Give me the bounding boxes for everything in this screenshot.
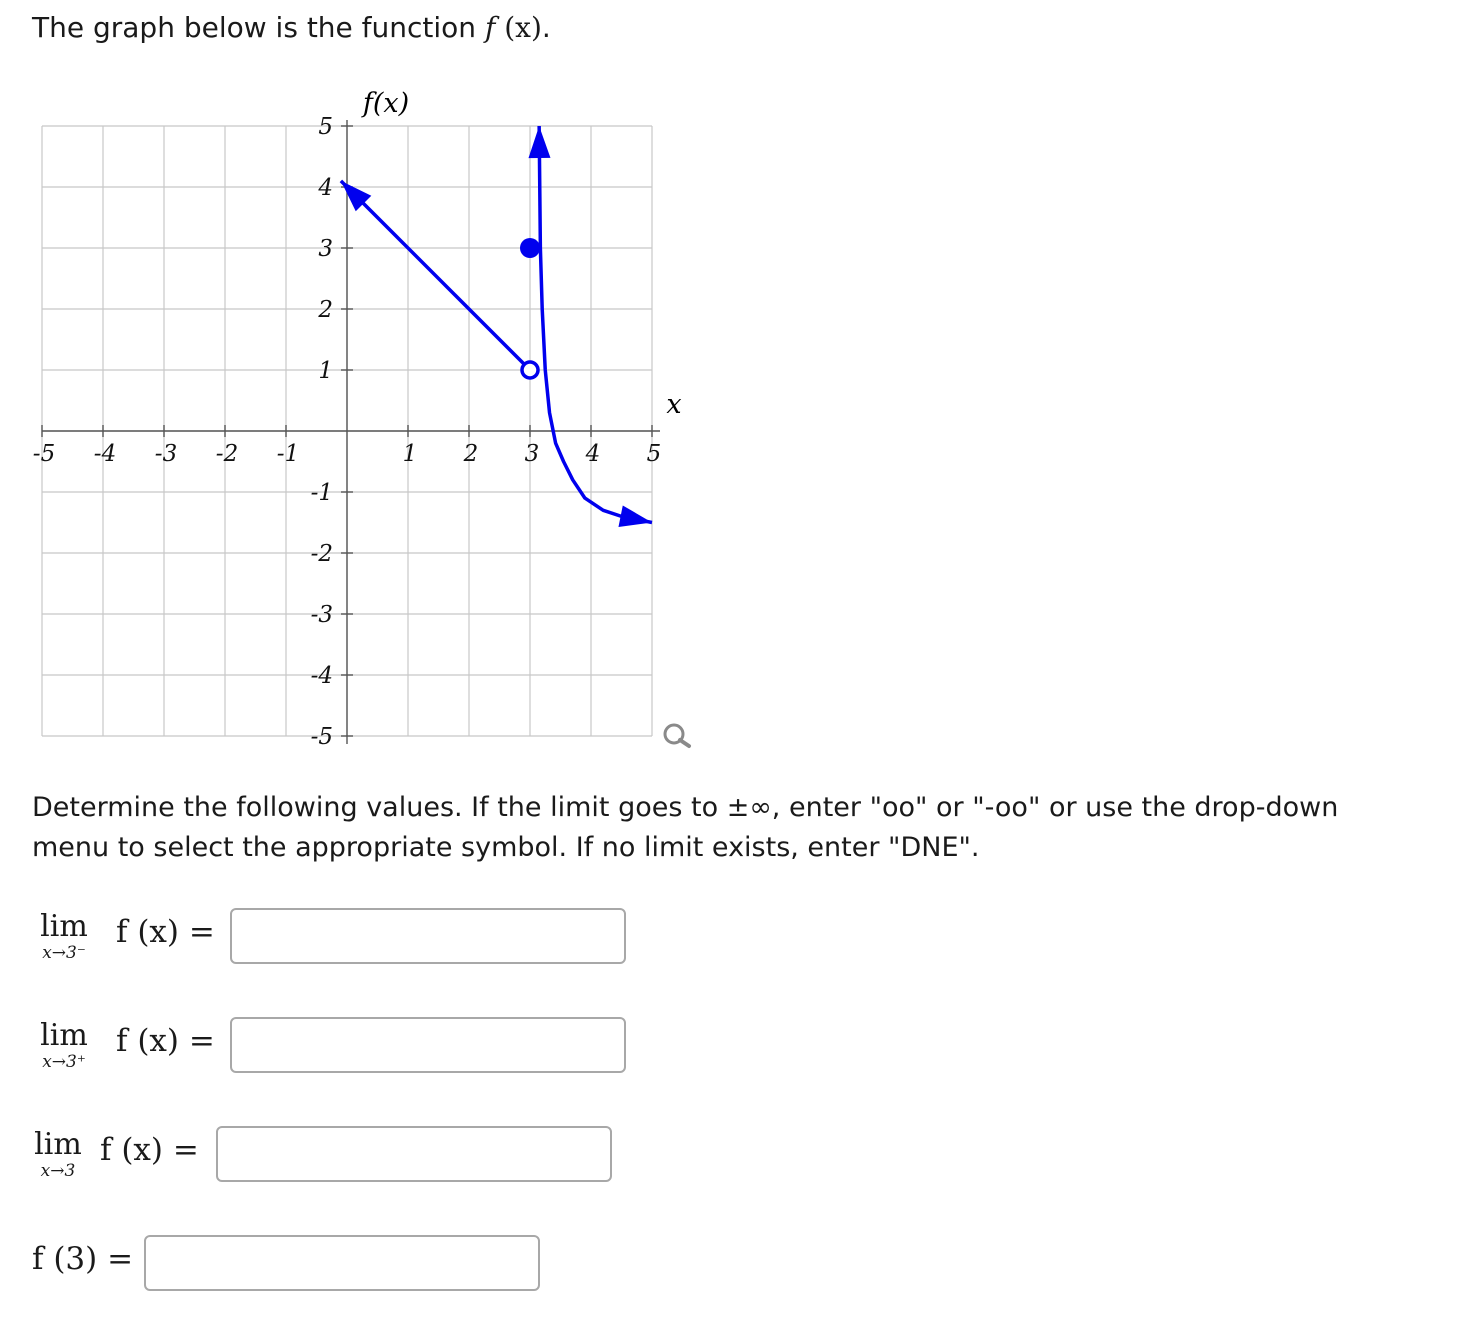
arrow-head-up (528, 126, 550, 158)
y-tick-label: 2 (318, 297, 333, 323)
lim-subscript: x→3 (40, 1161, 76, 1181)
x-tick-label: -4 (93, 441, 117, 467)
x-axis-label: x (666, 389, 682, 420)
function-expression: f (x) = (116, 1023, 215, 1059)
y-tick-label: 3 (318, 236, 333, 262)
graph-series (341, 126, 652, 527)
y-tick-label: -1 (310, 480, 333, 506)
open-point (522, 362, 538, 378)
x-tick-label: -5 (32, 441, 56, 467)
function-expression: f (3) = (32, 1241, 134, 1277)
y-tick-label: 1 (318, 358, 333, 384)
limit-notation (32, 1019, 96, 1071)
function-graph (0, 0, 720, 760)
x-tick-label: 4 (585, 441, 601, 467)
y-tick-label: -3 (310, 602, 333, 628)
lim-label: lim (40, 909, 88, 944)
intro-func: f (484, 11, 496, 44)
limit-notation (26, 1128, 90, 1180)
y-tick-label: 5 (318, 114, 333, 140)
axes (42, 120, 660, 744)
closed-point (520, 238, 540, 258)
limit-notation (32, 910, 96, 962)
question-left-limit (32, 908, 632, 968)
y-tick-label: 4 (318, 175, 333, 201)
y-tick-label: -4 (310, 663, 333, 689)
intro-label: The graph below is the function (32, 11, 477, 44)
lim-label: lim (40, 1018, 88, 1053)
magnifier-icon[interactable] (665, 725, 689, 746)
instructions-line2: menu to select the appropriate symbol. If no limit exists, enter "DNE". (32, 832, 980, 863)
x-tick-label: 1 (402, 441, 418, 467)
x-tick-label: 3 (524, 441, 540, 467)
x-tick-label: 5 (646, 441, 662, 467)
lim-subscript: x→3⁻ (42, 943, 86, 963)
arrow-head-right (618, 505, 652, 527)
function-expression: f (x) = (116, 914, 215, 950)
intro-arg: (x) (504, 11, 542, 44)
x-tick-label: 2 (463, 441, 479, 467)
graph-line-segment (341, 181, 530, 370)
x-tick-label: -2 (215, 441, 239, 467)
left-limit-answer-input[interactable] (230, 908, 626, 964)
question-two-sided-limit (32, 1126, 632, 1186)
function-value-answer-input[interactable] (144, 1235, 540, 1291)
y-axis-label: f(x) (362, 88, 410, 119)
y-tick-label: -2 (310, 541, 333, 567)
lim-subscript: x→3⁺ (42, 1052, 86, 1072)
y-tick-label: -5 (310, 724, 333, 750)
right-limit-answer-input[interactable] (230, 1017, 626, 1073)
x-tick-label: -3 (154, 441, 178, 467)
intro-end: . (541, 11, 551, 44)
function-expression: f (x) = (100, 1132, 199, 1168)
question-right-limit (32, 1017, 632, 1077)
x-tick-label: -1 (276, 441, 300, 467)
lim-label: lim (34, 1127, 82, 1162)
question-function-value (32, 1235, 632, 1295)
instructions (32, 788, 1412, 868)
instructions-line1: Determine the following values. If the limit goes to ±∞, enter "oo" or "-oo" or use the drop-down (32, 792, 1339, 823)
two-sided-limit-answer-input[interactable] (216, 1126, 612, 1182)
